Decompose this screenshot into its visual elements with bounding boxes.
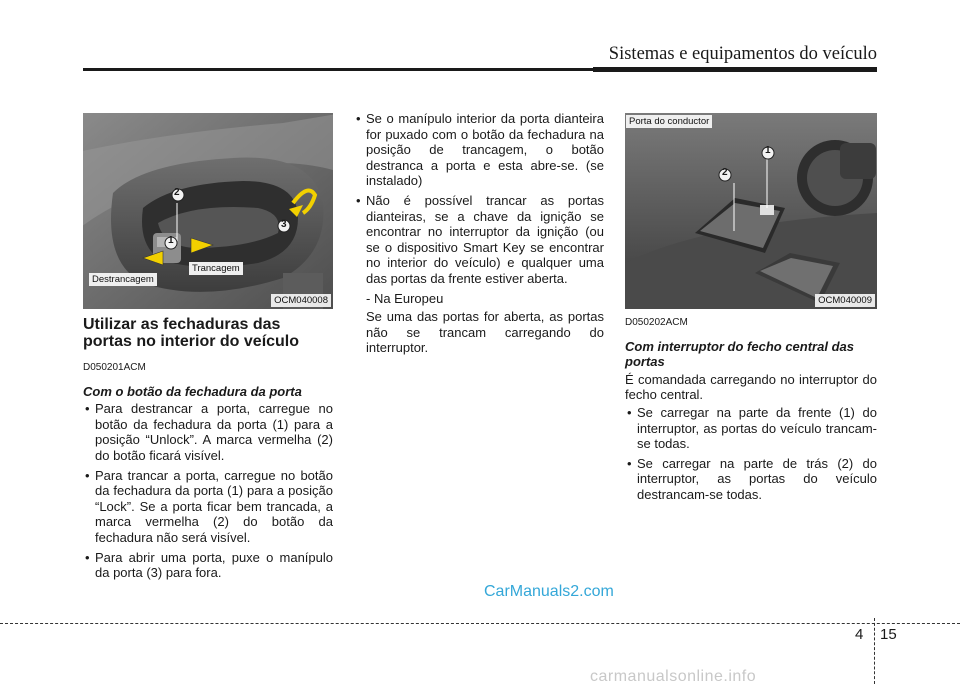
marker-1: 1 bbox=[168, 235, 174, 246]
header-rule-thick bbox=[593, 67, 877, 72]
label-destrancagem: Destrancagem bbox=[89, 273, 157, 286]
watermark-link[interactable]: CarManuals2.com bbox=[484, 583, 614, 600]
bullet-item: • Para abrir uma porta, puxe o manípulo da porta (3) para fora. bbox=[83, 550, 333, 581]
figure-code: OCM040008 bbox=[271, 294, 331, 307]
figure-code-right: OCM040009 bbox=[815, 294, 875, 307]
subheading: Com interruptor do fecho central das portas bbox=[625, 338, 854, 370]
marker-3: 3 bbox=[281, 219, 287, 230]
central-lock-photo bbox=[625, 113, 877, 309]
marker-1-right: 1 bbox=[765, 145, 771, 156]
page-number: 15 bbox=[880, 626, 897, 643]
header-rule bbox=[83, 68, 593, 71]
marker-2-right: 2 bbox=[722, 167, 728, 178]
label-trancagem: Trancagem bbox=[189, 262, 243, 275]
chapter-number: 4 bbox=[855, 626, 864, 643]
bullet-item: • Para destrancar a porta, carregue no botão da fechadura da porta (1) para a posição “Unlock”. A marca vermelha (2) do botão ficará visível. bbox=[83, 401, 333, 463]
sub-text: Se uma das portas for aberta, as portas não se trancam carregando do interruptor. bbox=[366, 309, 604, 356]
section-code: D050202ACM bbox=[625, 317, 688, 328]
bullet-item: • Se carregar na parte de trás (2) do interruptor, as portas do veículo destrancam-se todas. bbox=[625, 456, 877, 503]
label-porta-condutor: Porta do conductor bbox=[626, 115, 712, 128]
column-1 bbox=[83, 316, 333, 585]
column-3 bbox=[625, 310, 877, 507]
header-title: Sistemas e equipamentos do veículo bbox=[608, 44, 877, 64]
subheading: Com o botão da fechadura da porta bbox=[83, 383, 302, 399]
section-heading: Utilizar as fechaduras das portas no interior do veículo bbox=[83, 316, 300, 350]
marker-2: 2 bbox=[174, 187, 180, 198]
section-code: D050201ACM bbox=[83, 362, 146, 373]
bullet-item: • Para trancar a porta, carregue no botão da fechadura da porta (1) para a posição “Lock”. Se a porta ficar bem trancada, a marca vermelha (2) do botão da fechadura não será visível. bbox=[83, 468, 333, 546]
door-handle-photo bbox=[83, 113, 333, 309]
footer-rule bbox=[0, 623, 960, 624]
column-2 bbox=[354, 111, 604, 359]
bullet-item: • Se carregar na parte da frente (1) do interruptor, as portas do veículo trancam-se todas. bbox=[625, 405, 877, 452]
bottom-watermark: carmanualsonline.info bbox=[590, 668, 757, 685]
central-lock-illustration bbox=[625, 113, 877, 309]
sub-label: - Na Europeu bbox=[366, 290, 444, 306]
bullet-item: • Se o manípulo interior da porta dianteira for puxado com o botão da fechadura na posição de trancagem, o botão destranca a porta e esta abre-se. (se instalado) bbox=[354, 111, 604, 189]
intro-text: É comandada carregando no interruptor do fecho central. bbox=[625, 371, 877, 403]
bullet-item: • Não é possível trancar as portas dianteiras, se a chave da ignição se encontrar no interruptor da ignição (ou se o dispositivo Smart Key se encontrar no interior do veículo) e qualquer uma das portas da frente estiver aberta. bbox=[354, 193, 604, 287]
page-divider bbox=[874, 618, 875, 684]
